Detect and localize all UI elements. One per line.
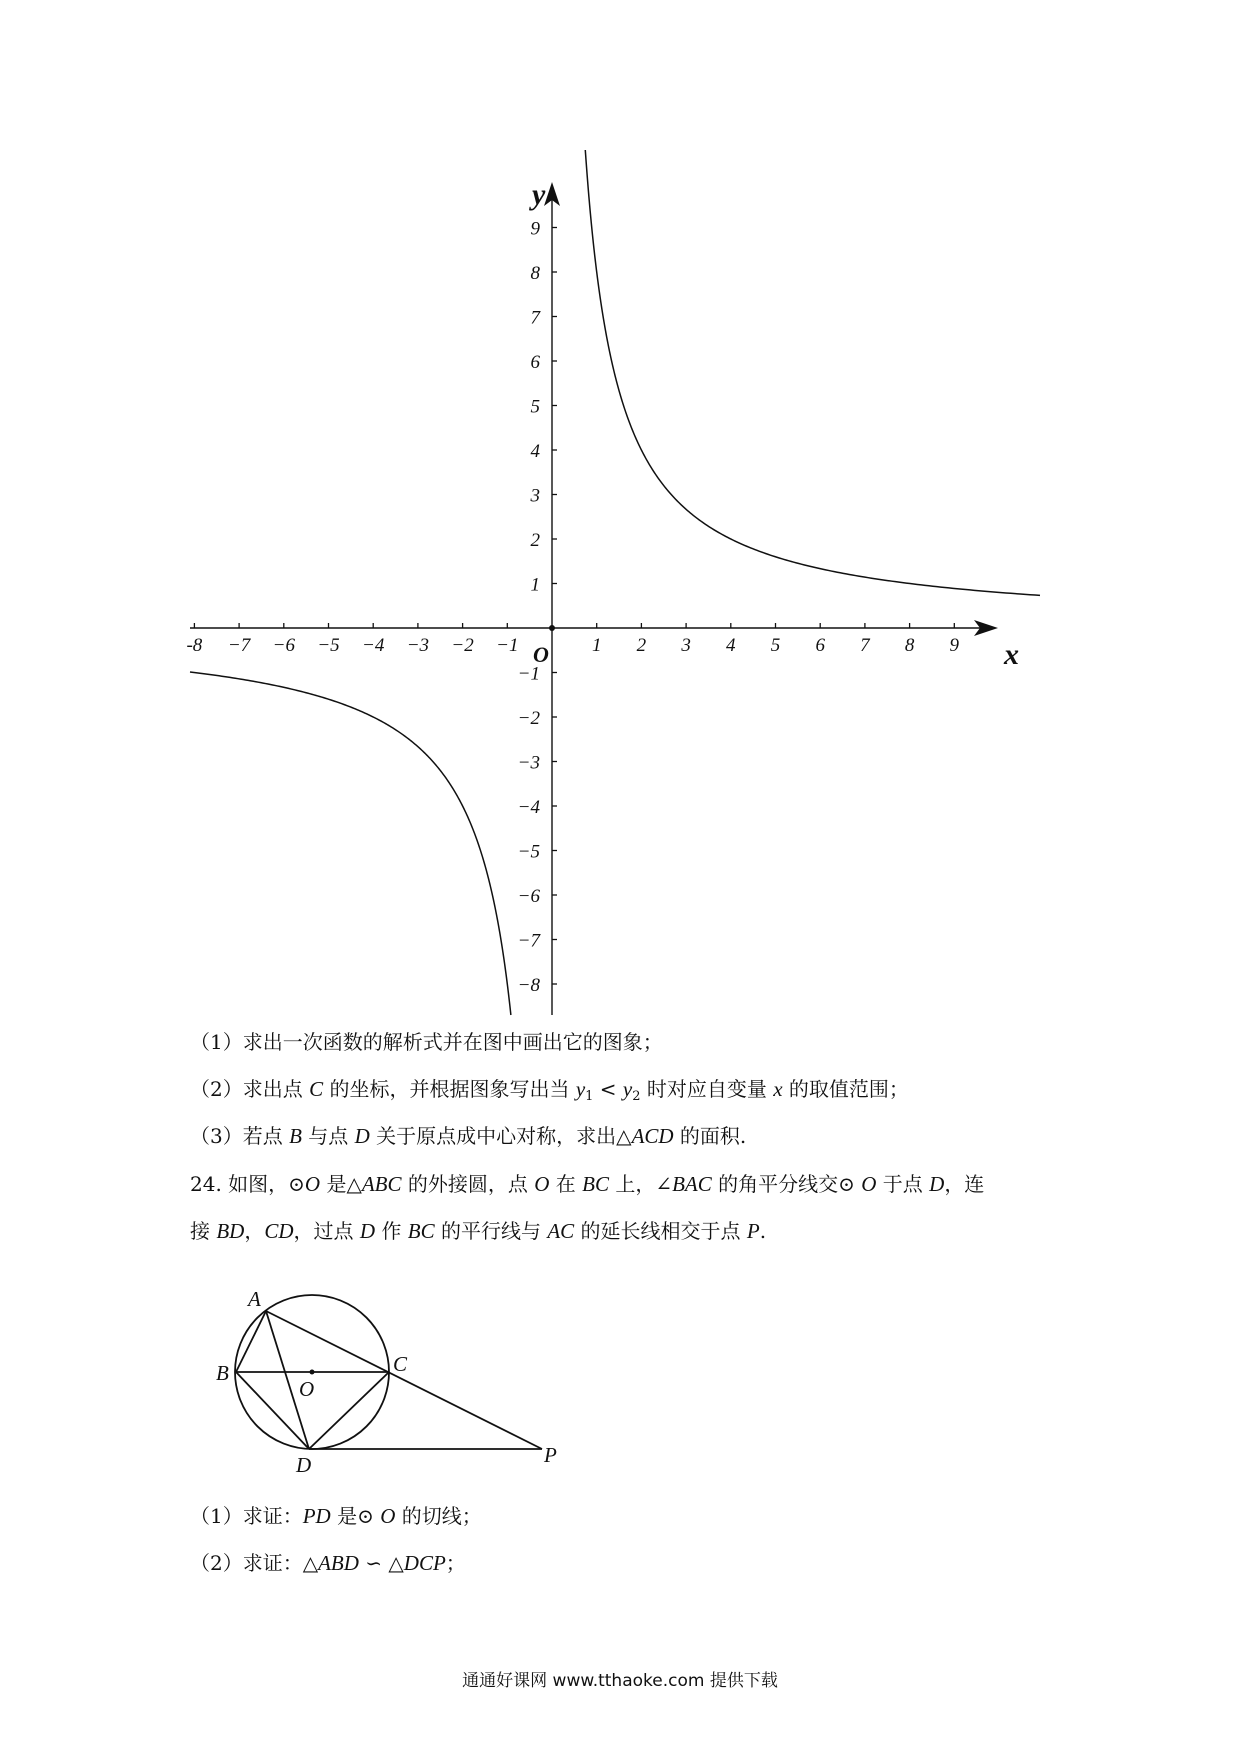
- y-tick-label: −4: [517, 797, 540, 818]
- y-tick-label: 1: [530, 574, 540, 596]
- x-tick-label: 2: [636, 635, 647, 656]
- label-c: C: [393, 1352, 408, 1376]
- footer-credit: 通通好课网 www.tthaoke.com 提供下载: [462, 1671, 778, 1691]
- y-tick-label: 2: [530, 530, 540, 551]
- y-tick-label: 8: [530, 263, 540, 284]
- x-axis-label: x: [1004, 638, 1019, 671]
- x-tick-label: 1: [591, 635, 602, 656]
- q23-part3: （3）若点 B 与点 D 关于原点成中心对称，求出△ACD 的面积.: [190, 1124, 747, 1148]
- x-tick-label: -8: [186, 635, 203, 656]
- x-tick-label: 9: [949, 635, 960, 656]
- y-tick-label: 5: [530, 396, 540, 418]
- x-tick-label: 8: [904, 635, 915, 656]
- origin-label: O: [533, 642, 549, 667]
- x-tick-label: 5: [770, 635, 781, 656]
- y-tick-label: −3: [517, 752, 540, 774]
- label-p: P: [544, 1443, 557, 1467]
- y-tick-label: −6: [517, 886, 540, 907]
- center-dot: [310, 1370, 315, 1375]
- x-tick-label: −5: [317, 635, 340, 656]
- q24-part2: （2）求证：△ABD ∽ △DCP；: [190, 1551, 466, 1575]
- x-tick-label: 7: [860, 635, 870, 656]
- x-tick-label: −6: [272, 635, 295, 656]
- y-tick-label: −1: [517, 663, 540, 685]
- y-tick-label: 6: [530, 352, 540, 373]
- x-tick-label: −3: [406, 635, 430, 656]
- q24-part1: （1）求证：PD 是⊙ O 的切线；: [190, 1504, 482, 1528]
- q24-statement-line1: 24. 如图，⊙O 是△ABC 的外接圆，点 O 在 BC 上，∠BAC 的角平分线交⊙ O 于点 D，连: [190, 1172, 985, 1196]
- x-tick-label: 3: [681, 635, 691, 656]
- label-d: D: [296, 1453, 312, 1477]
- y-tick-label: 9: [530, 218, 540, 240]
- y-tick-label: −5: [517, 841, 540, 863]
- x-tick-label: 6: [815, 635, 825, 656]
- q24-statement-line2: 接 BD，CD，过点 D 作 BC 的平行线与 AC 的延长线相交于点 P.: [190, 1219, 767, 1243]
- y-tick-label: 4: [530, 441, 540, 462]
- x-tick-label: −7: [227, 635, 251, 656]
- y-axis-label: y: [532, 178, 546, 211]
- y-tick-label: −7: [517, 930, 540, 952]
- x-tick-label: 4: [726, 635, 736, 656]
- q23-part2: （2）求出点 C 的坐标，并根据图象写出当 $y_1 < y_2$ 时对应自变量 x 的取值范围；: [190, 1077, 909, 1104]
- x-tick-label: −1: [496, 635, 519, 656]
- y-tick-label: 3: [530, 485, 540, 507]
- y-tick-label: 7: [530, 307, 540, 329]
- label-b: B: [216, 1361, 229, 1385]
- x-tick-label: −2: [451, 635, 474, 656]
- label-o: O: [299, 1377, 315, 1401]
- y-tick-label: −8: [517, 975, 540, 996]
- y-tick-label: −2: [517, 708, 540, 729]
- x-tick-label: −4: [362, 635, 385, 656]
- label-a: A: [248, 1287, 261, 1311]
- q23-part1: （1）求出一次函数的解析式并在图中画出它的图象；: [190, 1030, 663, 1054]
- segment-cd: [309, 1372, 389, 1449]
